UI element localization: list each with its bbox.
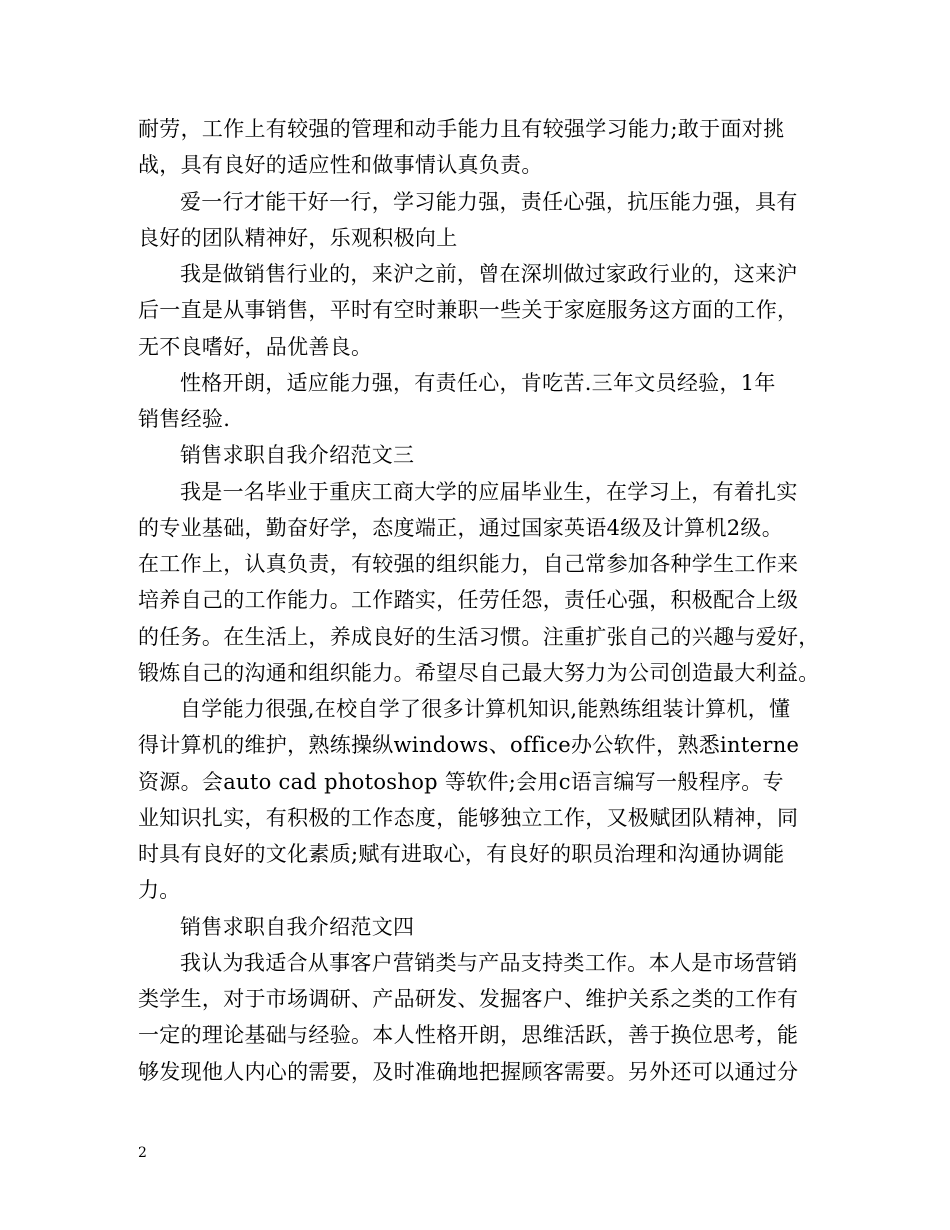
paragraph-start-line: 性格开朗，适应能力强，有责任心，肯吃苦.三年文员经验，1年 xyxy=(180,371,776,395)
page-number: 2 xyxy=(138,1145,147,1161)
text-line: 力。 xyxy=(138,878,181,902)
paragraph-start-line: 我认为我适合从事客户营销类与产品支持类工作。本人是市场营销 xyxy=(180,951,798,975)
text-line: 销售经验. xyxy=(138,407,231,431)
text-line: 得计算机的维护，熟练操纵windows、office办公软件，熟悉interne xyxy=(138,733,800,757)
text-line: 一定的理论基础与经验。本人性格开朗，思维活跃，善于换位思考，能 xyxy=(138,1023,799,1047)
section-heading: 销售求职自我介绍范文四 xyxy=(180,915,415,939)
text-line: 的任务。在生活上，养成良好的生活习惯。注重扩张自己的兴趣与爱好， xyxy=(138,625,820,649)
section-heading: 销售求职自我介绍范文三 xyxy=(180,443,415,467)
text-line: 时具有良好的文化素质;赋有进取心，有良好的职员治理和沟通协调能 xyxy=(138,842,785,866)
paragraph-start-line: 我是做销售行业的，来沪之前，曾在深圳做过家政行业的，这来沪 xyxy=(180,262,798,286)
text-line: 资源。会auto cad photoshop 等软件;会用c语言编写一般程序。专 xyxy=(138,770,784,794)
text-line: 良好的团队精神好，乐观积极向上 xyxy=(138,226,458,250)
paragraph-start-line: 爱一行才能干好一行，学习能力强，责任心强，抗压能力强，具有 xyxy=(180,190,798,214)
text-line: 够发现他人内心的需要，及时准确地把握顾客需要。另外还可以通过分 xyxy=(138,1060,799,1084)
text-line: 战，具有良好的适应性和做事情认真负责。 xyxy=(138,153,543,177)
text-line: 后一直是从事销售，平时有空时兼职一些关于家庭服务这方面的工作， xyxy=(138,298,799,322)
paragraph-start-line: 我是一名毕业于重庆工商大学的应届毕业生，在学习上，有着扎实 xyxy=(180,480,798,504)
text-line: 无不良嗜好，品优善良。 xyxy=(138,335,373,359)
text-line: 培养自己的工作能力。工作踏实，任劳任怨，责任心强，积极配合上级 xyxy=(138,588,799,612)
text-line: 类学生，对于市场调研、产品研发、发掘客户、维护关系之类的工作有 xyxy=(138,987,799,1011)
text-line: 耐劳，工作上有较强的管理和动手能力且有较强学习能力;敢于面对挑 xyxy=(138,117,785,141)
text-line: 在工作上，认真负责，有较强的组织能力，自己常参加各种学生工作来 xyxy=(138,552,799,576)
paragraph-start-line: 自学能力很强,在校自学了很多计算机知识,能熟练组装计算机，懂 xyxy=(180,697,791,721)
text-line: 业知识扎实，有积极的工作态度，能够独立工作，又极赋团队精神，同 xyxy=(138,806,799,830)
text-line: 锻炼自己的沟通和组织能力。希望尽自己最大努力为公司创造最大利益。 xyxy=(138,661,820,685)
text-line: 的专业基础，勤奋好学，态度端正，通过国家英语4级及计算机2级。 xyxy=(138,516,784,540)
